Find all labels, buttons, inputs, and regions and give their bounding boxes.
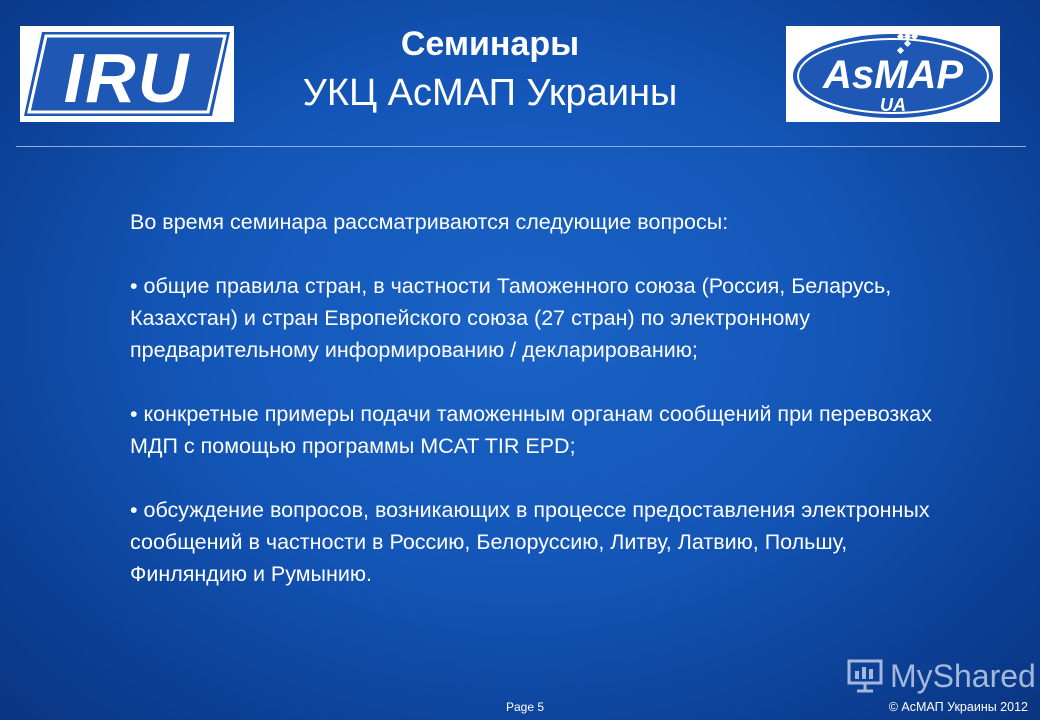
bullet-item-3: • обсуждение вопросов, возникающих в процессе предоставления электронных сообщений в частности в Россию, Белоруссию, Литву, Латвию, Польшу, Финляндию и Румынию.	[130, 498, 930, 586]
slide-body	[130, 206, 970, 622]
iru-logo	[20, 26, 234, 122]
iru-logo-text: IRU	[63, 39, 191, 117]
presentation-icon	[846, 657, 884, 695]
page-number: Page 5	[506, 700, 545, 714]
slide-title: Семинары	[400, 25, 580, 63]
bullet-item-2: • конкретные примеры подачи таможенным органам сообщений при перевозках МДП с помощью программы MCAT TIR EPD;	[130, 402, 932, 458]
watermark-text: MyShared	[890, 657, 1036, 694]
intro-paragraph: Во время семинара рассматриваются следующие вопросы:	[130, 210, 729, 234]
asmap-logo-text: AsMAP	[822, 53, 964, 97]
asmap-logo-sub: UA	[880, 95, 906, 115]
bullet-item-1: • общие правила стран, в частности Таможенного союза (Россия, Беларусь, Казахстан) и стран Европейского союза (27 стран) по электронному предварительному информированию / декларированию;	[130, 274, 892, 362]
asmap-logo	[786, 26, 1000, 122]
title-divider	[16, 146, 1026, 147]
myshared-watermark	[846, 654, 1036, 698]
title-block	[240, 18, 740, 116]
slide-subtitle: УКЦ АсМАП Украины	[302, 72, 678, 114]
copyright-notice: © АсМАП Украины 2012	[888, 700, 1028, 714]
